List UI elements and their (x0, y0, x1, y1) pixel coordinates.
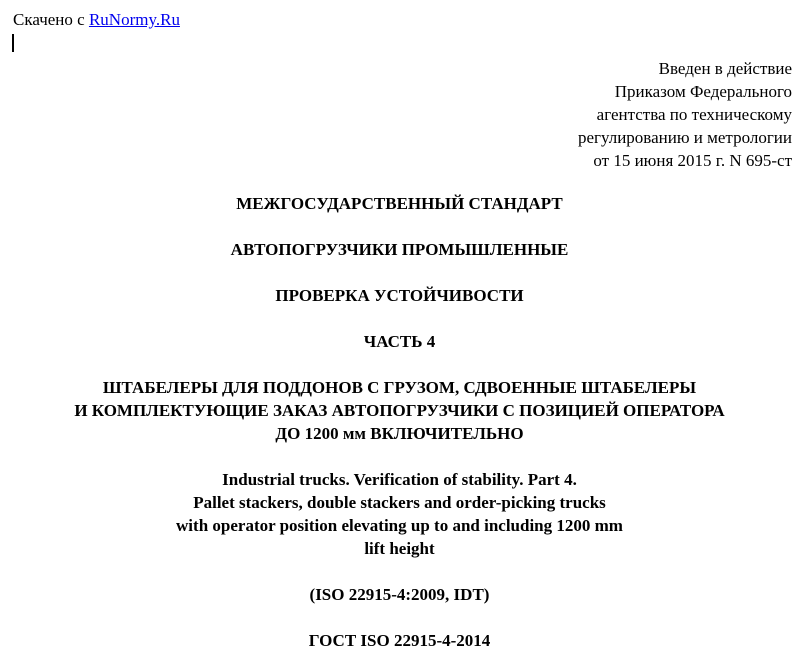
part-title-line: ДО 1200 мм ВКЛЮЧИТЕЛЬНО (275, 424, 524, 443)
english-title-line: lift height (364, 539, 435, 558)
approval-line: агентства по техническому (596, 105, 792, 124)
iso-reference: (ISO 22915-4:2009, IDT) (309, 585, 490, 604)
source-line (13, 10, 180, 30)
approval-line: регулированию и метрологии (577, 128, 792, 147)
part-title-line: И КОМПЛЕКТУЮЩИЕ ЗАКАЗ АВТОПОГРУЗЧИКИ С ПОЗИЦИЕЙ ОПЕРАТОРА (74, 401, 725, 420)
approval-line: Приказом Федерального (614, 82, 792, 101)
approval-line: от 15 июня 2015 г. N 695-ст (593, 151, 792, 170)
english-title-line: with operator position elevating up to and including 1200 mm (176, 516, 623, 535)
english-title-line: Industrial trucks. Verification of stability. Part 4. (222, 470, 577, 489)
source-link[interactable]: RuNormy.Ru (88, 10, 180, 29)
part-title-line: ШТАБЕЛЕРЫ ДЛЯ ПОДДОНОВ С ГРУЗОМ, СДВОЕННЫЕ ШТАБЕЛЕРЫ (102, 378, 697, 397)
standard-subtitle: ПРОВЕРКА УСТОЙЧИВОСТИ (275, 286, 524, 305)
standard-part: ЧАСТЬ 4 (363, 332, 436, 351)
standard-type: МЕЖГОСУДАРСТВЕННЫЙ СТАНДАРТ (236, 194, 563, 213)
english-title (0, 468, 799, 560)
approval-line: Введен в действие (658, 59, 792, 78)
english-title-line: Pallet stackers, double stackers and order-picking trucks (193, 493, 606, 512)
part-title (0, 376, 799, 445)
approval-block (578, 57, 792, 172)
standard-title: АВТОПОГРУЗЧИКИ ПРОМЫШЛЕННЫЕ (230, 240, 569, 259)
standard-designation: ГОСТ ISO 22915-4-2014 (308, 631, 491, 650)
text-cursor (12, 34, 14, 52)
source-prefix: Скачено с (13, 10, 89, 29)
